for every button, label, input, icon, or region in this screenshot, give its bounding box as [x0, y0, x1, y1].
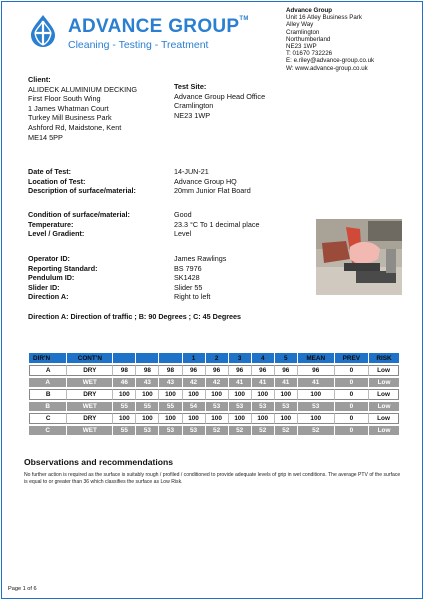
table-cell: 52: [274, 426, 297, 435]
table-cell: 41: [297, 378, 334, 387]
test-site-line: Cramlington: [174, 101, 214, 111]
table-cell: 96: [297, 365, 334, 376]
table-cell: 46: [112, 378, 135, 387]
detail-value: Slider 55: [174, 282, 203, 292]
detail-value: SK1428: [174, 273, 200, 283]
table-cell: 42: [205, 378, 228, 387]
table-cell: WET: [66, 378, 112, 387]
table-cell: 98: [112, 365, 135, 376]
column-header: MEAN: [297, 353, 334, 363]
table-cell: 55: [158, 402, 181, 411]
table-cell: 54: [182, 402, 205, 411]
column-header: [158, 353, 181, 363]
column-header: [112, 353, 135, 363]
detail-label: Direction A:: [28, 292, 69, 302]
table-cell: 53: [135, 426, 158, 435]
table-cell: 100: [297, 389, 334, 400]
table-row: [29, 413, 399, 424]
table-cell: A: [29, 378, 66, 387]
table-cell: 100: [135, 389, 158, 400]
table-cell: 55: [112, 426, 135, 435]
table-cell: 98: [158, 365, 181, 376]
table-cell: Low: [368, 402, 399, 411]
detail-value: James Rawlings: [174, 254, 227, 263]
table-row: [29, 378, 399, 387]
table-cell: Low: [368, 378, 399, 387]
table-cell: 53: [228, 402, 251, 411]
table-cell: WET: [66, 426, 112, 435]
table-cell: 100: [274, 413, 297, 424]
table-cell: 52: [297, 426, 334, 435]
report-page: [1, 1, 423, 599]
detail-label: Operator ID:: [28, 254, 70, 263]
column-header: 3: [228, 353, 251, 363]
test-site-line: Advance Group Head Office: [174, 91, 266, 101]
detail-value: Right to left: [174, 292, 211, 302]
table-cell: 100: [135, 413, 158, 424]
company-website: W: www.advance-group.co.uk: [286, 64, 368, 72]
column-header: PREV: [334, 353, 368, 363]
table-cell: 43: [158, 378, 181, 387]
table-cell: Low: [368, 426, 399, 435]
table-cell: 96: [274, 365, 297, 376]
direction-key: Direction A: Direction of traffic ; B: 90 Degrees ; C: 45 Degrees: [28, 312, 242, 321]
table-cell: 53: [251, 402, 274, 411]
logo-trademark: TM: [239, 16, 249, 22]
table-cell: 96: [228, 365, 251, 376]
detail-label: Pendulum ID:: [28, 273, 75, 283]
test-site-line: NE23 1WP: [174, 110, 211, 120]
table-cell: 100: [251, 389, 274, 400]
client-line: First Floor South Wing: [28, 94, 101, 104]
results-body: [29, 365, 399, 435]
observations-text: No further action is required as the surface is suitably rough / profiled / conditioned to provide adequate levels of grip in wet conditions. The average PTV of the surface is equal to or greater than 36 which classifies the surface as Low Risk.: [24, 472, 401, 485]
observations-title: Observations and recommendations: [24, 457, 173, 467]
table-cell: 100: [228, 389, 251, 400]
detail-value: 23.3 °C To 1 decimal place: [174, 219, 260, 229]
table-cell: 0: [334, 402, 368, 411]
client-label: Client:: [28, 75, 51, 84]
table-cell: 100: [182, 389, 205, 400]
table-cell: 100: [297, 413, 334, 424]
table-cell: DRY: [66, 389, 112, 400]
table-cell: 100: [228, 413, 251, 424]
detail-label: Level / Gradient:: [28, 229, 85, 239]
table-cell: 55: [112, 402, 135, 411]
results-table: [29, 351, 399, 437]
detail-label: Description of surface/material:: [28, 186, 136, 196]
logo-drop-icon: [28, 14, 58, 48]
column-header: 4: [251, 353, 274, 363]
table-cell: 98: [135, 365, 158, 376]
table-cell: 0: [334, 426, 368, 435]
table-cell: C: [29, 426, 66, 435]
detail-value: Good: [174, 210, 192, 219]
detail-label: Reporting Standard:: [28, 263, 98, 273]
address-line: Northumberland: [286, 35, 331, 43]
table-cell: 96: [205, 365, 228, 376]
table-row: [29, 365, 399, 376]
client-block: [28, 75, 137, 142]
table-cell: 41: [228, 378, 251, 387]
column-header: 1: [182, 353, 205, 363]
table-cell: 53: [205, 402, 228, 411]
table-cell: B: [29, 402, 66, 411]
table-cell: 96: [251, 365, 274, 376]
table-cell: DRY: [66, 365, 112, 376]
table-cell: 100: [158, 389, 181, 400]
address-line: NE23 1WP: [286, 43, 317, 51]
client-line: ALIDECK ALUMINIUM DECKING: [28, 84, 138, 94]
table-cell: 42: [182, 378, 205, 387]
table-cell: 43: [135, 378, 158, 387]
table-cell: Low: [368, 389, 399, 400]
table-cell: 53: [274, 402, 297, 411]
logo-tagline: Cleaning - Testing - Treatment: [68, 39, 209, 51]
logo-wordmark: ADVANCE GROUP™: [68, 16, 249, 37]
column-header: 2: [205, 353, 228, 363]
table-cell: 100: [112, 389, 135, 400]
client-line: Turkey Mill Business Park: [28, 113, 112, 123]
table-cell: 100: [251, 413, 274, 424]
table-cell: 100: [205, 413, 228, 424]
address-line: Cramlington: [286, 28, 320, 36]
table-cell: 100: [112, 413, 135, 424]
table-cell: Low: [368, 413, 399, 424]
table-cell: 52: [228, 426, 251, 435]
address-line: Alley Way: [286, 21, 314, 29]
detail-value: 14-JUN-21: [174, 167, 209, 176]
detail-value: 20mm Junior Flat Board: [174, 186, 251, 196]
column-header: [135, 353, 158, 363]
client-line: ME14 5PP: [28, 132, 63, 142]
table-cell: 100: [274, 389, 297, 400]
table-cell: 0: [334, 378, 368, 387]
table-cell: 0: [334, 413, 368, 424]
detail-label: Slider ID:: [28, 282, 60, 292]
table-row: [29, 426, 399, 435]
company-address-block: [286, 7, 374, 72]
column-header: RISK: [368, 353, 399, 363]
detail-value: BS 7976: [174, 263, 202, 273]
company-logo: [24, 14, 249, 54]
detail-value: Advance Group HQ: [174, 176, 237, 186]
column-header: CONT'N: [66, 353, 112, 363]
table-cell: A: [29, 365, 66, 376]
table-cell: C: [29, 413, 66, 424]
test-photo: [316, 219, 402, 295]
client-line: Ashford Rd, Maidstone, Kent: [28, 122, 122, 132]
client-line: 1 James Whatman Court: [28, 103, 109, 113]
table-cell: 0: [334, 365, 368, 376]
table-cell: B: [29, 389, 66, 400]
test-site-block: [174, 82, 265, 120]
table-cell: Low: [368, 365, 399, 376]
address-line: Unit 16 Atley Business Park: [286, 14, 363, 22]
table-cell: 55: [135, 402, 158, 411]
table-cell: DRY: [66, 413, 112, 424]
column-header: 5: [274, 353, 297, 363]
table-cell: 0: [334, 389, 368, 400]
detail-label: Location of Test:: [28, 176, 86, 186]
table-cell: 100: [158, 413, 181, 424]
table-cell: WET: [66, 402, 112, 411]
column-header: DIR'N: [29, 353, 66, 363]
page-number: Page 1 of 6: [8, 586, 37, 592]
company-phone: T: 01670 732226: [286, 50, 333, 58]
table-cell: 100: [182, 413, 205, 424]
table-cell: 52: [205, 426, 228, 435]
test-site-label: Test Site:: [174, 82, 207, 91]
table-cell: 41: [251, 378, 274, 387]
company-name: Advance Group: [286, 7, 333, 14]
detail-label: Temperature:: [28, 219, 74, 229]
table-cell: 53: [182, 426, 205, 435]
table-cell: 100: [205, 389, 228, 400]
detail-label: Condition of surface/material:: [28, 210, 130, 219]
table-cell: 41: [274, 378, 297, 387]
table-cell: 53: [158, 426, 181, 435]
table-cell: 96: [182, 365, 205, 376]
table-row: [29, 402, 399, 411]
table-row: [29, 389, 399, 400]
table-cell: 52: [251, 426, 274, 435]
table-header-row: [29, 353, 399, 363]
detail-label: Date of Test:: [28, 167, 71, 176]
detail-value: Level: [174, 229, 192, 239]
company-email: E: e.riley@advance-group.co.uk: [286, 57, 375, 65]
table-cell: 53: [297, 402, 334, 411]
